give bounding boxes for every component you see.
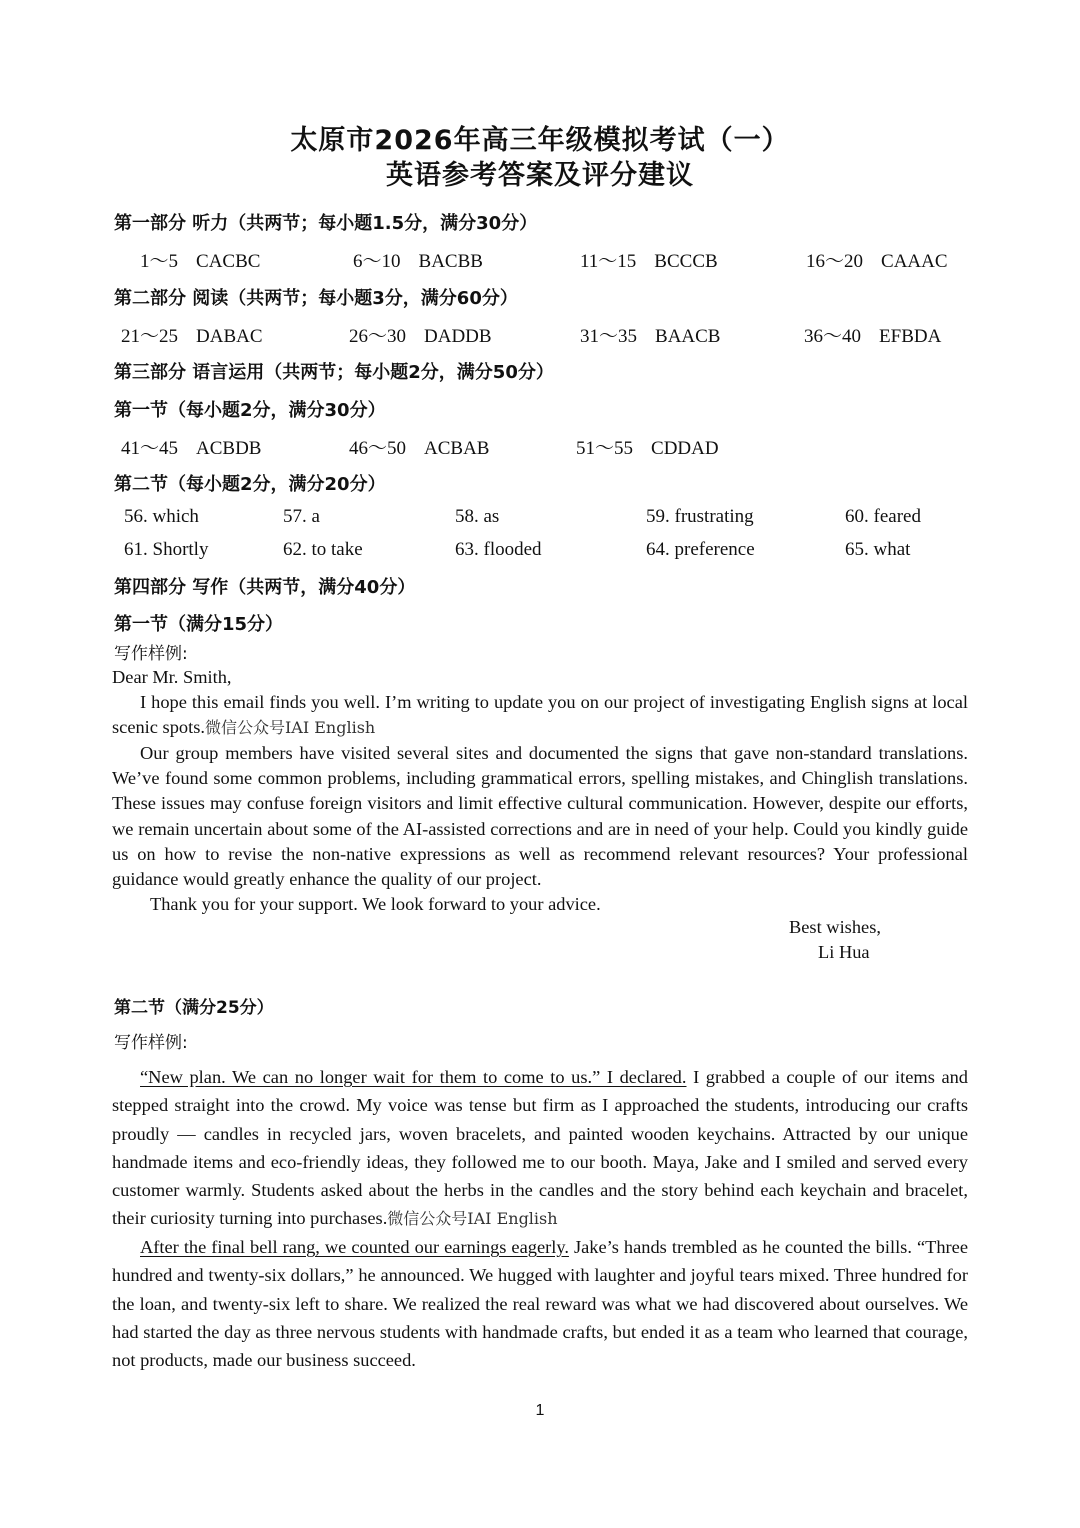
letter-paragraph: [112, 690, 968, 740]
fill-answer: 57. a: [283, 506, 320, 527]
underlined-sentence: After the final bell rang, we counted our earnings eagerly.: [140, 1237, 569, 1257]
answer-group: [349, 321, 492, 348]
underlined-sentence: “New plan. We can no longer wait for them to come to us.” I declared.: [140, 1067, 687, 1087]
part2-heading: 第二部分 阅读（共两节；每小题3分，满分60分）: [114, 288, 518, 309]
answer-key: BACBB: [418, 251, 483, 272]
part3-section2-heading: 第二节（每小题2分，满分20分）: [114, 474, 386, 495]
fill-answer: 61. Shortly: [124, 539, 209, 560]
fill-answer: 64. preference: [646, 539, 755, 560]
answer-key: CACBC: [196, 251, 261, 272]
answer-key: EFBDA: [879, 326, 942, 347]
fill-answer: 62. to take: [283, 539, 363, 560]
fill-answer: 63. flooded: [455, 539, 542, 560]
answer-group: [121, 321, 263, 348]
answer-key: CAAAC: [881, 251, 948, 272]
answer-key: CDDAD: [651, 438, 719, 459]
answer-range: 51～55: [576, 438, 634, 459]
answer-range: 46～50: [349, 438, 407, 459]
sample-label: 写作样例:: [114, 644, 188, 664]
answer-group: [140, 246, 260, 273]
answer-range: 31～35: [580, 326, 638, 347]
answer-group: [806, 246, 948, 273]
answer-group: [576, 433, 719, 460]
answer-range: 1～5: [140, 251, 179, 272]
part1-heading: 第一部分 听力（共两节；每小题1.5分，满分30分）: [114, 213, 538, 234]
answer-key: DADDB: [424, 326, 492, 347]
fill-answer: 56. which: [124, 506, 199, 527]
letter-paragraph: Our group members have visited several sites and documented the signs that gave non-standard translations. We’ve found some common problems, including grammatical errors, spelling mistakes, and Chinglish translations. These issues may confuse foreign visitors and limit effective cultural communication. However, despite our efforts, we remain uncertain about some of the AI-assisted corrections and are in need of your help. Could you kindly guide us on how to revise the non-native expressions as well as recommend relevant resources? Your professional guidance would greatly enhance the quality of our project.: [112, 743, 968, 890]
answer-range: 6～10: [353, 251, 401, 272]
story-paragraph: [112, 1063, 968, 1234]
story-paragraph: [112, 1233, 968, 1374]
letter-salutation: Dear Mr. Smith,: [112, 667, 232, 687]
part4-heading: 第四部分 写作（共两节，满分40分）: [114, 577, 416, 598]
letter-signature: Li Hua: [818, 942, 870, 962]
answer-range: 36～40: [804, 326, 862, 347]
paragraph-text: I hope this email finds you well. I’m writing to update you on our project of investigating English signs at local scenic spots.: [112, 692, 968, 738]
answer-key: BAACB: [655, 326, 721, 347]
answer-group: [804, 321, 941, 348]
part3-section1-heading: 第一节（每小题2分，满分30分）: [114, 400, 386, 421]
answer-range: 11～15: [580, 251, 637, 272]
answer-key: ACBDB: [196, 438, 262, 459]
fill-answer: 59. frustrating: [646, 506, 754, 527]
answer-key: ACBAB: [424, 438, 490, 459]
answer-range: 21～25: [121, 326, 179, 347]
answer-range: 41～45: [121, 438, 179, 459]
fill-answer: 65. what: [845, 539, 911, 560]
answer-range: 26～30: [349, 326, 407, 347]
part4-section1-heading: 第一节（满分15分）: [114, 614, 284, 635]
page-subtitle: 英语参考答案及评分建议: [386, 160, 694, 191]
answer-key: BCCCB: [654, 251, 718, 272]
part3-heading: 第三部分 语言运用（共两节；每小题2分，满分50分）: [114, 362, 554, 383]
answer-group: [349, 433, 489, 460]
page-title: 太原市2026年高三年级模拟考试（一）: [290, 125, 790, 156]
letter-closing: Best wishes,: [789, 917, 881, 937]
sample-label: 写作样例:: [114, 1033, 188, 1053]
answer-key: DABAC: [196, 326, 263, 347]
answer-group: [121, 433, 261, 460]
answer-range: 16～20: [806, 251, 864, 272]
answer-group: [580, 246, 718, 273]
paragraph-text: I grabbed a couple of our items and stepped straight into the crowd. My voice was tense but firm as I approached the students, introducing our crafts proudly — candles in recycled jars, woven bracelets, and painted wooden keychains. Attracted by our unique handmade items and eco-friendly ideas, they followed me to our booth. Maya, Jake and I smiled and served every customer warmly. Students asked about the herbs in the candles and the story behind each keychain and bracelet, their curiosity turning into purchases.: [112, 1067, 968, 1229]
page-number: 1: [535, 1402, 545, 1419]
watermark-text: 微信公众号IAI English: [204, 718, 376, 738]
fill-answer: 60. feared: [845, 506, 921, 527]
part4-section2-heading: 第二节（满分25分）: [114, 998, 274, 1018]
watermark-text: 微信公众号IAI English: [387, 1209, 558, 1229]
paragraph-text: Jake’s hands trembled as he counted the bills. “Three hundred and twenty-six dollars,” he announced. We hugged with laughter and joyful tears mixed. Three hundred for the loan, and twenty-six left to share. We realized the real reward was what we had discovered about ourselves. We had started the day as three nervous students with handmade crafts, but ended it as a team who learned that courage, not products, made our business succeed.: [112, 1237, 968, 1371]
answer-group: [353, 246, 483, 273]
letter-paragraph: Thank you for your support. We look forward to your advice.: [150, 894, 601, 914]
fill-answer: 58. as: [455, 506, 500, 527]
answer-group: [580, 321, 720, 348]
